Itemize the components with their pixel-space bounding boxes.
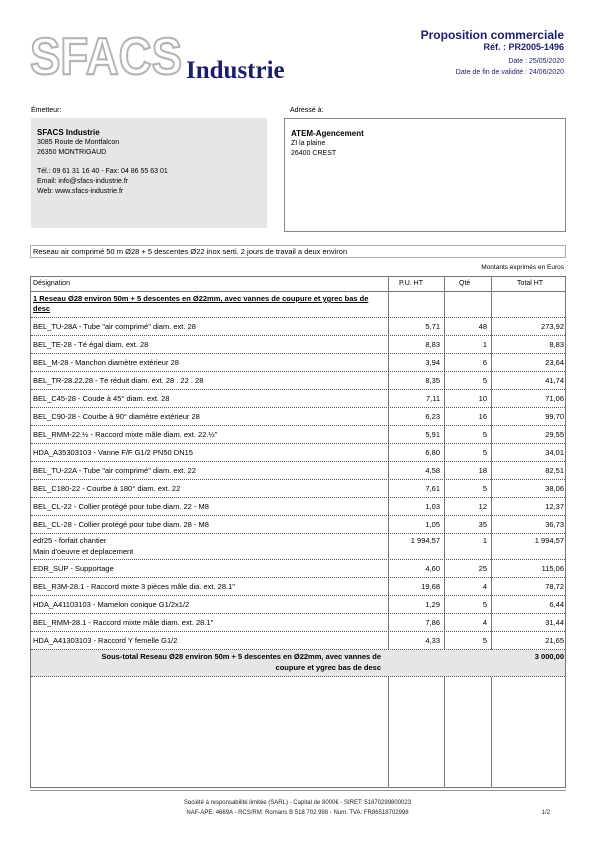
- header-quantity: Qté: [459, 280, 471, 287]
- company-logo: [30, 34, 320, 84]
- addressee-name: ATEM-Agencement: [291, 129, 364, 138]
- labour-designation: [33, 536, 385, 557]
- table-row: [31, 560, 565, 578]
- table-row: [31, 480, 565, 498]
- subtotal-row: [31, 650, 565, 677]
- table-row: [31, 578, 565, 596]
- row-quantity: 4: [482, 582, 487, 591]
- table-row: [31, 498, 565, 516]
- row-quantity: 18: [478, 466, 487, 475]
- row-unit-price: 5,91: [425, 430, 440, 439]
- row-total: 273,92: [541, 322, 564, 331]
- header-total: Total HT: [517, 280, 544, 287]
- row-unit-price: 1,05: [425, 520, 440, 529]
- logo-subtext: Industrie: [186, 57, 285, 84]
- document-reference: Réf. : PR2005-1496: [483, 42, 564, 52]
- labour-line1: edr25 - forfait chantier: [33, 536, 107, 545]
- table-row: [31, 596, 565, 614]
- row-total: 31,44: [545, 618, 564, 627]
- row-quantity: 5: [482, 448, 487, 457]
- footer-legal-line1: Société à responsabilité limitée (SARL) - Capital de 8000€ - SIRET: 51870299800023: [183, 800, 412, 806]
- document-date: Date : 25/05/2020: [508, 58, 564, 65]
- row-designation: BEL_TU-22A - Tube "air comprimé" diam. ext. 22: [33, 466, 196, 475]
- row-unit-price: 6,23: [425, 412, 440, 421]
- subtotal-total: 3 000,00: [534, 652, 564, 661]
- row-unit-price: 7,86: [425, 618, 440, 627]
- table-row: [31, 318, 565, 336]
- row-quantity: 25: [478, 564, 487, 573]
- row-designation: HDA_A35303103 - Vanne F/F G1/2 PN50 DN15: [33, 448, 193, 457]
- row-designation: BEL_C90-28 - Courbe à 90° diamètre extérieur 28: [33, 412, 200, 421]
- row-total: 29,55: [545, 430, 564, 439]
- addressee-address-line1: ZI la plaine: [291, 140, 326, 147]
- row-total: 34,01: [545, 448, 564, 457]
- section-title-row: [31, 291, 565, 318]
- emitter-email: Email: info@sfacs-industrie.fr: [37, 178, 129, 185]
- row-quantity: 4: [482, 618, 487, 627]
- section-title: 1 Reseau Ø28 environ 50m + 5 descentes en Ø22mm, avec vannes de coupure et ygrec bas de desc: [33, 294, 369, 313]
- row-quantity: 5: [482, 600, 487, 609]
- subtotal-line2: coupure et ygrec bas de desc: [275, 662, 381, 672]
- row-designation: BEL_C180-22 - Courbe à 180° diam. ext. 22: [33, 484, 181, 493]
- row-quantity: 16: [478, 412, 487, 421]
- subtotal-line1: Sous-total Reseau Ø28 environ 50m + 5 descentes en Ø22mm, avec vannes de: [101, 652, 381, 661]
- row-designation: BEL_C45-28 - Coude à 45° diam. ext. 28: [33, 394, 170, 403]
- row-total: 1 994,57: [534, 536, 564, 545]
- header-designation: Désignation: [33, 280, 70, 287]
- row-quantity: 12: [478, 502, 487, 511]
- row-designation: HDA_A41103103 - Mamelon conique G1/2x1/2: [33, 600, 190, 609]
- row-quantity: 1: [482, 536, 487, 545]
- row-designation: BEL_R3M-28.1 - Raccord mixte 3 pièces mâle dia. ext. 28.1": [33, 582, 235, 591]
- addressee-label: Adressé à:: [290, 107, 324, 114]
- row-unit-price: 3,94: [425, 358, 440, 367]
- addressee-address-line2: 26400 CREST: [291, 150, 337, 157]
- row-total: 71,06: [545, 394, 564, 403]
- row-designation: BEL_TE-28 - Té égal diam. ext. 28: [33, 340, 149, 349]
- table-row: [31, 614, 565, 632]
- emitter-label: Émetteur:: [31, 107, 62, 114]
- emitter-address-line1: 3085 Route de Montfalcon: [37, 139, 120, 146]
- row-unit-price: 1,03: [425, 502, 440, 511]
- row-total: 36,73: [545, 520, 564, 529]
- table-row: [31, 372, 565, 390]
- emitter-name: SFACS Industrie: [37, 128, 100, 137]
- row-total: 21,65: [545, 636, 564, 645]
- table-row: [31, 336, 565, 354]
- row-total: 115,06: [541, 564, 564, 573]
- row-designation: BEL_TU-28A - Tube "air comprimé" diam. ext. 28: [33, 322, 196, 331]
- table-row: [31, 354, 565, 372]
- emitter-web: Web: www.sfacs-industrie.fr: [37, 188, 124, 195]
- currency-note: Montants exprimés en Euros: [481, 264, 564, 271]
- row-unit-price: 4,58: [425, 466, 440, 475]
- row-total: 8,83: [549, 340, 564, 349]
- row-unit-price: 8,35: [425, 376, 440, 385]
- subtotal-label: [31, 652, 383, 673]
- emitter-address-line2: 26350 MONTRIGAUD: [37, 149, 107, 156]
- page-number: 1/2: [541, 810, 550, 816]
- row-unit-price: 1,29: [425, 600, 440, 609]
- row-total: 12,37: [545, 502, 564, 511]
- validity-date: Date de fin de validité : 24/06/2020: [455, 69, 564, 76]
- row-total: 99,70: [545, 412, 564, 421]
- row-quantity: 5: [482, 636, 487, 645]
- labour-line2: Main d'oeuvre et deplacement: [33, 546, 134, 556]
- row-unit-price: 6,80: [425, 448, 440, 457]
- table-row: [31, 408, 565, 426]
- table-row: [31, 462, 565, 480]
- emitter-phone: Tél.: 09 61 31 16 40 - Fax: 04 86 55 63 01: [37, 168, 168, 175]
- quote-subject: Reseau air comprimé 50 m Ø28 + 5 descentes Ø22 inox serti. 2 jours de travail a deux environ: [30, 245, 566, 258]
- row-total: 38,06: [545, 484, 564, 493]
- row-total: 82,51: [545, 466, 564, 475]
- row-designation: HDA_A41303103 - Raccord Y femelle G1/2: [33, 636, 178, 645]
- addressee-box: [284, 118, 566, 232]
- row-designation: BEL_RMM-28.1 - Raccord mixte mâle diam. ext. 28.1": [33, 618, 214, 627]
- row-quantity: 5: [482, 430, 487, 439]
- row-designation: BEL_M-28 - Manchon diamètre extérieur 28: [33, 358, 179, 367]
- row-unit-price: 19,68: [421, 582, 440, 591]
- row-unit-price: 5,71: [425, 322, 440, 331]
- row-designation: BEL_CL-22 - Collier protégé pour tube diam. 22 - M8: [33, 502, 209, 511]
- row-unit-price: 7,61: [425, 484, 440, 493]
- table-row: [31, 632, 565, 650]
- row-quantity: 5: [482, 484, 487, 493]
- header-unit-price: P.U. HT: [399, 280, 423, 287]
- row-quantity: 48: [478, 322, 487, 331]
- row-unit-price: 8,83: [425, 340, 440, 349]
- table-body: [31, 291, 565, 677]
- row-unit-price: 4,60: [425, 564, 440, 573]
- quote-table: [30, 276, 566, 788]
- row-total: 23,64: [545, 358, 564, 367]
- emitter-box: [31, 118, 267, 228]
- row-total: 41,74: [545, 376, 564, 385]
- row-quantity: 10: [478, 394, 487, 403]
- row-unit-price: 1 994,57: [410, 536, 440, 545]
- row-total: 78,72: [545, 582, 564, 591]
- footer-legal-line2: NAF-APE: 4669A - RCS/RM: Romans B 518 702 998 - Num. TVA: FR86518702998: [186, 810, 409, 816]
- document-title: Proposition commerciale: [420, 28, 564, 42]
- table-row: [31, 390, 565, 408]
- table-row: [31, 516, 565, 534]
- row-quantity: 6: [482, 358, 487, 367]
- table-header: [31, 277, 565, 292]
- table-row: [31, 426, 565, 444]
- table-row: [31, 444, 565, 462]
- row-total: 6,44: [549, 600, 564, 609]
- row-quantity: 5: [482, 376, 487, 385]
- row-designation: EDR_SUP - Supportage: [33, 564, 114, 573]
- labour-row: [31, 534, 565, 560]
- logo-mark-text: SFACS: [30, 34, 182, 84]
- row-quantity: 35: [478, 520, 487, 529]
- row-designation: BEL_RMM-22.½ - Raccord mixte mâle diam. ext. 22.½": [33, 430, 218, 439]
- row-quantity: 1: [482, 340, 487, 349]
- footer-divider: [30, 790, 566, 791]
- row-unit-price: 7,11: [425, 394, 440, 403]
- row-designation: BEL_TR-28.22.28 - Té réduit diam. ext. 28 . 22 . 28: [33, 376, 204, 385]
- row-designation: BEL_CL-28 - Collier protégé pour tube diam. 28 - M8: [33, 520, 209, 529]
- row-unit-price: 4,33: [425, 636, 440, 645]
